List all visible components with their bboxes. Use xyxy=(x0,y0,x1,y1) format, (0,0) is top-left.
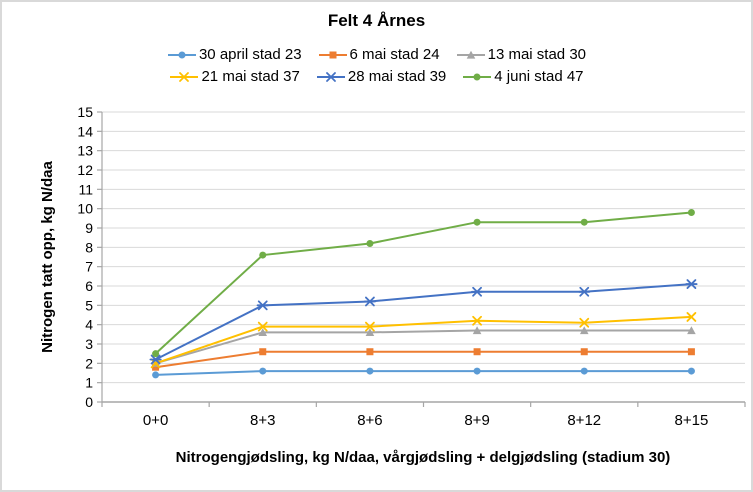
marker-star xyxy=(472,288,482,296)
marker-circle xyxy=(474,368,481,375)
y-tick-label: 1 xyxy=(85,374,93,391)
y-tick-label: 10 xyxy=(77,200,93,217)
y-tick-label: 6 xyxy=(85,278,93,294)
series-line xyxy=(156,371,692,375)
plot-area xyxy=(2,2,753,492)
marker-circle xyxy=(259,368,266,375)
y-tick-label: 14 xyxy=(77,123,93,140)
y-tick-label: 11 xyxy=(78,181,93,198)
marker-star xyxy=(258,301,268,309)
marker-star xyxy=(579,288,589,296)
marker-square xyxy=(366,348,373,355)
marker-circle xyxy=(688,368,695,375)
legend-label: 4 juni stad 47 xyxy=(494,68,584,85)
marker-circle xyxy=(366,368,373,375)
marker-circle xyxy=(688,209,695,216)
y-tick-label: 9 xyxy=(85,220,93,236)
marker-circle xyxy=(152,371,159,378)
marker-circle xyxy=(259,252,266,259)
x-tick-label: 0+0 xyxy=(142,412,169,429)
y-tick-label: 4 xyxy=(85,316,93,333)
y-tick-label: 2 xyxy=(85,355,93,372)
marker-square xyxy=(688,348,695,355)
marker-circle xyxy=(366,240,373,247)
y-axis-title: Nitrogen tatt opp, kg N/daa xyxy=(39,161,56,353)
y-tick-label: 5 xyxy=(85,297,93,314)
y-tick-label: 15 xyxy=(77,104,93,120)
legend-label: 30 april stad 23 xyxy=(198,46,302,63)
marker-square xyxy=(474,348,481,355)
chart-title: Felt 4 Årnes xyxy=(327,11,426,30)
x-tick-label: 8+15 xyxy=(674,412,709,429)
legend-label: 6 mai stad 24 xyxy=(349,46,440,63)
marker-square xyxy=(259,348,266,355)
y-tick-label: 7 xyxy=(85,258,93,275)
y-tick-label: 12 xyxy=(77,162,93,178)
x-tick-label: 8+3 xyxy=(250,412,276,429)
marker-circle xyxy=(474,219,481,226)
y-tick-label: 8 xyxy=(85,239,93,256)
x-tick-label: 8+6 xyxy=(357,412,383,429)
series-line xyxy=(156,213,692,354)
y-tick-label: 3 xyxy=(85,336,93,352)
marker-square xyxy=(581,348,588,355)
legend-label: 28 mai stad 39 xyxy=(347,68,447,85)
x-tick-label: 8+12 xyxy=(567,412,602,429)
x-axis-title: Nitrogengjødsling, kg N/daa, vårgjødsling + delgjødsling (stadium 30) xyxy=(175,449,671,466)
marker-circle xyxy=(152,350,159,357)
y-tick-label: 13 xyxy=(77,142,93,159)
marker-circle xyxy=(581,368,588,375)
legend-label: 13 mai stad 30 xyxy=(487,46,587,63)
x-tick-label: 8+9 xyxy=(464,412,490,429)
y-tick-label: 0 xyxy=(85,394,93,410)
marker-star xyxy=(365,297,375,305)
legend-label: 21 mai stad 37 xyxy=(201,68,300,85)
marker-circle xyxy=(581,219,588,226)
marker-star xyxy=(686,280,696,288)
series-line xyxy=(156,352,692,367)
